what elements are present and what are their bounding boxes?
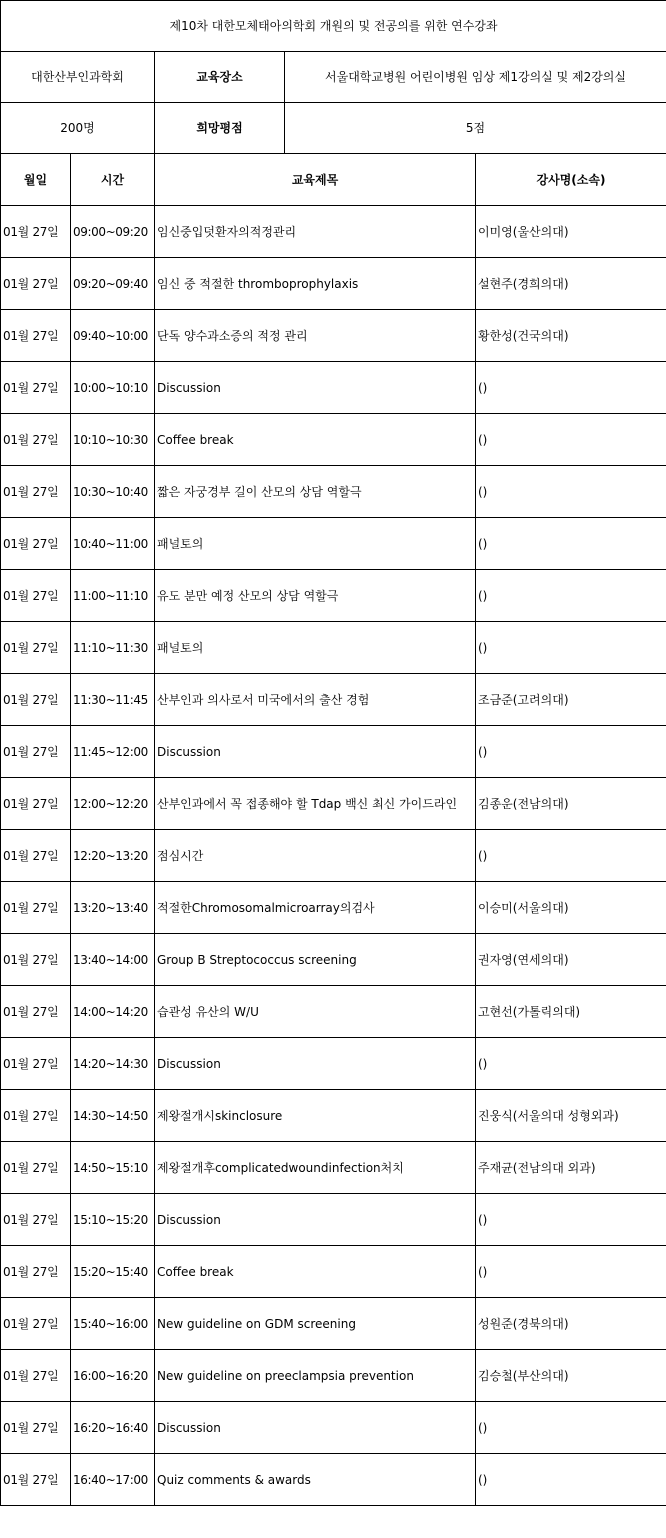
session-time: 09:00~09:20 [71,206,155,258]
session-title: 단독 양수과소증의 적정 관리 [155,310,476,362]
table-row [1,414,666,466]
session-lecturer: () [476,622,666,674]
table-row [1,310,666,362]
session-title: 점심시간 [155,830,476,882]
session-lecturer: 성원준(경북의대) [476,1298,666,1350]
session-lecturer: 김종운(전남의대) [476,778,666,830]
session-date: 01월 27일 [1,414,71,466]
session-lecturer: 권자영(연세의대) [476,934,666,986]
venue-label: 교육장소 [155,52,285,103]
session-time: 15:20~15:40 [71,1246,155,1298]
page-title: 제10차 대한모체태아의학회 개원의 및 전공의를 위한 연수강좌 [1,1,666,52]
session-lecturer: () [476,830,666,882]
table-row [1,1246,666,1298]
venue-row [1,52,666,103]
session-time: 11:10~11:30 [71,622,155,674]
table-row [1,466,666,518]
time-column-header: 시간 [71,154,155,206]
session-title: Coffee break [155,414,476,466]
lecturer-column-header: 강사명(소속) [476,154,666,206]
session-date: 01월 27일 [1,934,71,986]
session-time: 14:00~14:20 [71,986,155,1038]
session-date: 01월 27일 [1,674,71,726]
table-row [1,1038,666,1090]
session-title: 짧은 자궁경부 길이 산모의 상담 역할극 [155,466,476,518]
session-date: 01월 27일 [1,1090,71,1142]
table-row [1,362,666,414]
session-time: 14:20~14:30 [71,1038,155,1090]
table-row [1,1454,666,1506]
session-title: 습관성 유산의 W/U [155,986,476,1038]
session-time: 09:40~10:00 [71,310,155,362]
session-title: 산부인과에서 꼭 접종해야 할 Tdap 백신 최신 가이드라인 [155,778,476,830]
session-title: Discussion [155,362,476,414]
session-lecturer: () [476,1402,666,1454]
session-title: 임신중입덧환자의적정관리 [155,206,476,258]
session-title: 패널토의 [155,518,476,570]
credit-value: 5점 [285,103,666,154]
table-row [1,726,666,778]
session-date: 01월 27일 [1,362,71,414]
session-lecturer: 김승철(부산의대) [476,1350,666,1402]
session-time: 10:30~10:40 [71,466,155,518]
session-time: 15:10~15:20 [71,1194,155,1246]
table-row [1,778,666,830]
session-time: 10:40~11:00 [71,518,155,570]
table-row [1,674,666,726]
column-header-row [1,154,666,206]
session-title: Discussion [155,726,476,778]
session-title: Discussion [155,1038,476,1090]
session-date: 01월 27일 [1,1402,71,1454]
session-lecturer: () [476,570,666,622]
table-row [1,1298,666,1350]
session-lecturer: () [476,466,666,518]
session-time: 16:40~17:00 [71,1454,155,1506]
table-row [1,1402,666,1454]
session-time: 11:30~11:45 [71,674,155,726]
session-title: 임신 중 적절한 thromboprophylaxis [155,258,476,310]
session-date: 01월 27일 [1,622,71,674]
session-lecturer: 설현주(경희의대) [476,258,666,310]
session-lecturer: () [476,1194,666,1246]
organizer-value: 대한산부인과학회 [1,52,155,103]
session-lecturer: 이승미(서울의대) [476,882,666,934]
session-lecturer: 황한성(건국의대) [476,310,666,362]
session-time: 14:50~15:10 [71,1142,155,1194]
session-title: New guideline on preeclampsia prevention [155,1350,476,1402]
session-date: 01월 27일 [1,570,71,622]
session-title: 유도 분만 예정 산모의 상담 역할극 [155,570,476,622]
session-title: Quiz comments & awards [155,1454,476,1506]
session-time: 10:10~10:30 [71,414,155,466]
session-time: 14:30~14:50 [71,1090,155,1142]
session-date: 01월 27일 [1,310,71,362]
session-date: 01월 27일 [1,258,71,310]
session-lecturer: 진웅식(서울의대 성형외과) [476,1090,666,1142]
session-title: Coffee break [155,1246,476,1298]
session-time: 11:45~12:00 [71,726,155,778]
title-row [1,1,666,52]
table-row [1,518,666,570]
session-time: 16:20~16:40 [71,1402,155,1454]
session-date: 01월 27일 [1,1142,71,1194]
session-date: 01월 27일 [1,986,71,1038]
session-lecturer: 주재균(전남의대 외과) [476,1142,666,1194]
session-time: 10:00~10:10 [71,362,155,414]
session-lecturer: 이미영(울산의대) [476,206,666,258]
session-lecturer: () [476,1246,666,1298]
table-row [1,1350,666,1402]
capacity-value: 200명 [1,103,155,154]
session-title: 적절한Chromosomalmicroarray의검사 [155,882,476,934]
session-date: 01월 27일 [1,1454,71,1506]
session-time: 15:40~16:00 [71,1298,155,1350]
session-title: Group B Streptococcus screening [155,934,476,986]
session-lecturer: () [476,362,666,414]
session-date: 01월 27일 [1,882,71,934]
session-date: 01월 27일 [1,778,71,830]
session-date: 01월 27일 [1,1038,71,1090]
session-title: New guideline on GDM screening [155,1298,476,1350]
session-date: 01월 27일 [1,1298,71,1350]
session-time: 16:00~16:20 [71,1350,155,1402]
session-time: 11:00~11:10 [71,570,155,622]
session-lecturer: () [476,1454,666,1506]
date-column-header: 월일 [1,154,71,206]
session-lecturer: () [476,518,666,570]
session-lecturer: 조금준(고려의대) [476,674,666,726]
session-date: 01월 27일 [1,1350,71,1402]
session-time: 12:20~13:20 [71,830,155,882]
session-time: 12:00~12:20 [71,778,155,830]
venue-value: 서울대학교병원 어린이병원 임상 제1강의실 및 제2강의실 [285,52,666,103]
session-title: 패널토의 [155,622,476,674]
session-time: 09:20~09:40 [71,258,155,310]
table-row [1,1194,666,1246]
session-date: 01월 27일 [1,518,71,570]
capacity-row [1,103,666,154]
table-row [1,1090,666,1142]
session-title: 제왕절개후complicatedwoundinfection처치 [155,1142,476,1194]
session-date: 01월 27일 [1,1246,71,1298]
table-row [1,986,666,1038]
session-lecturer: () [476,726,666,778]
session-title: Discussion [155,1402,476,1454]
session-time: 13:20~13:40 [71,882,155,934]
session-title: Discussion [155,1194,476,1246]
session-title: 산부인과 의사로서 미국에서의 출산 경험 [155,674,476,726]
session-date: 01월 27일 [1,830,71,882]
session-title: 제왕절개시skinclosure [155,1090,476,1142]
table-row [1,1142,666,1194]
table-row [1,882,666,934]
table-row [1,258,666,310]
session-date: 01월 27일 [1,1194,71,1246]
session-lecturer: () [476,1038,666,1090]
table-row [1,622,666,674]
table-row [1,830,666,882]
session-lecturer: 고현선(가톨릭의대) [476,986,666,1038]
title-column-header: 교육제목 [155,154,476,206]
session-time: 13:40~14:00 [71,934,155,986]
session-date: 01월 27일 [1,206,71,258]
table-row [1,570,666,622]
session-date: 01월 27일 [1,726,71,778]
session-date: 01월 27일 [1,466,71,518]
table-row [1,934,666,986]
session-lecturer: () [476,414,666,466]
table-row [1,206,666,258]
credit-label: 희망평점 [155,103,285,154]
